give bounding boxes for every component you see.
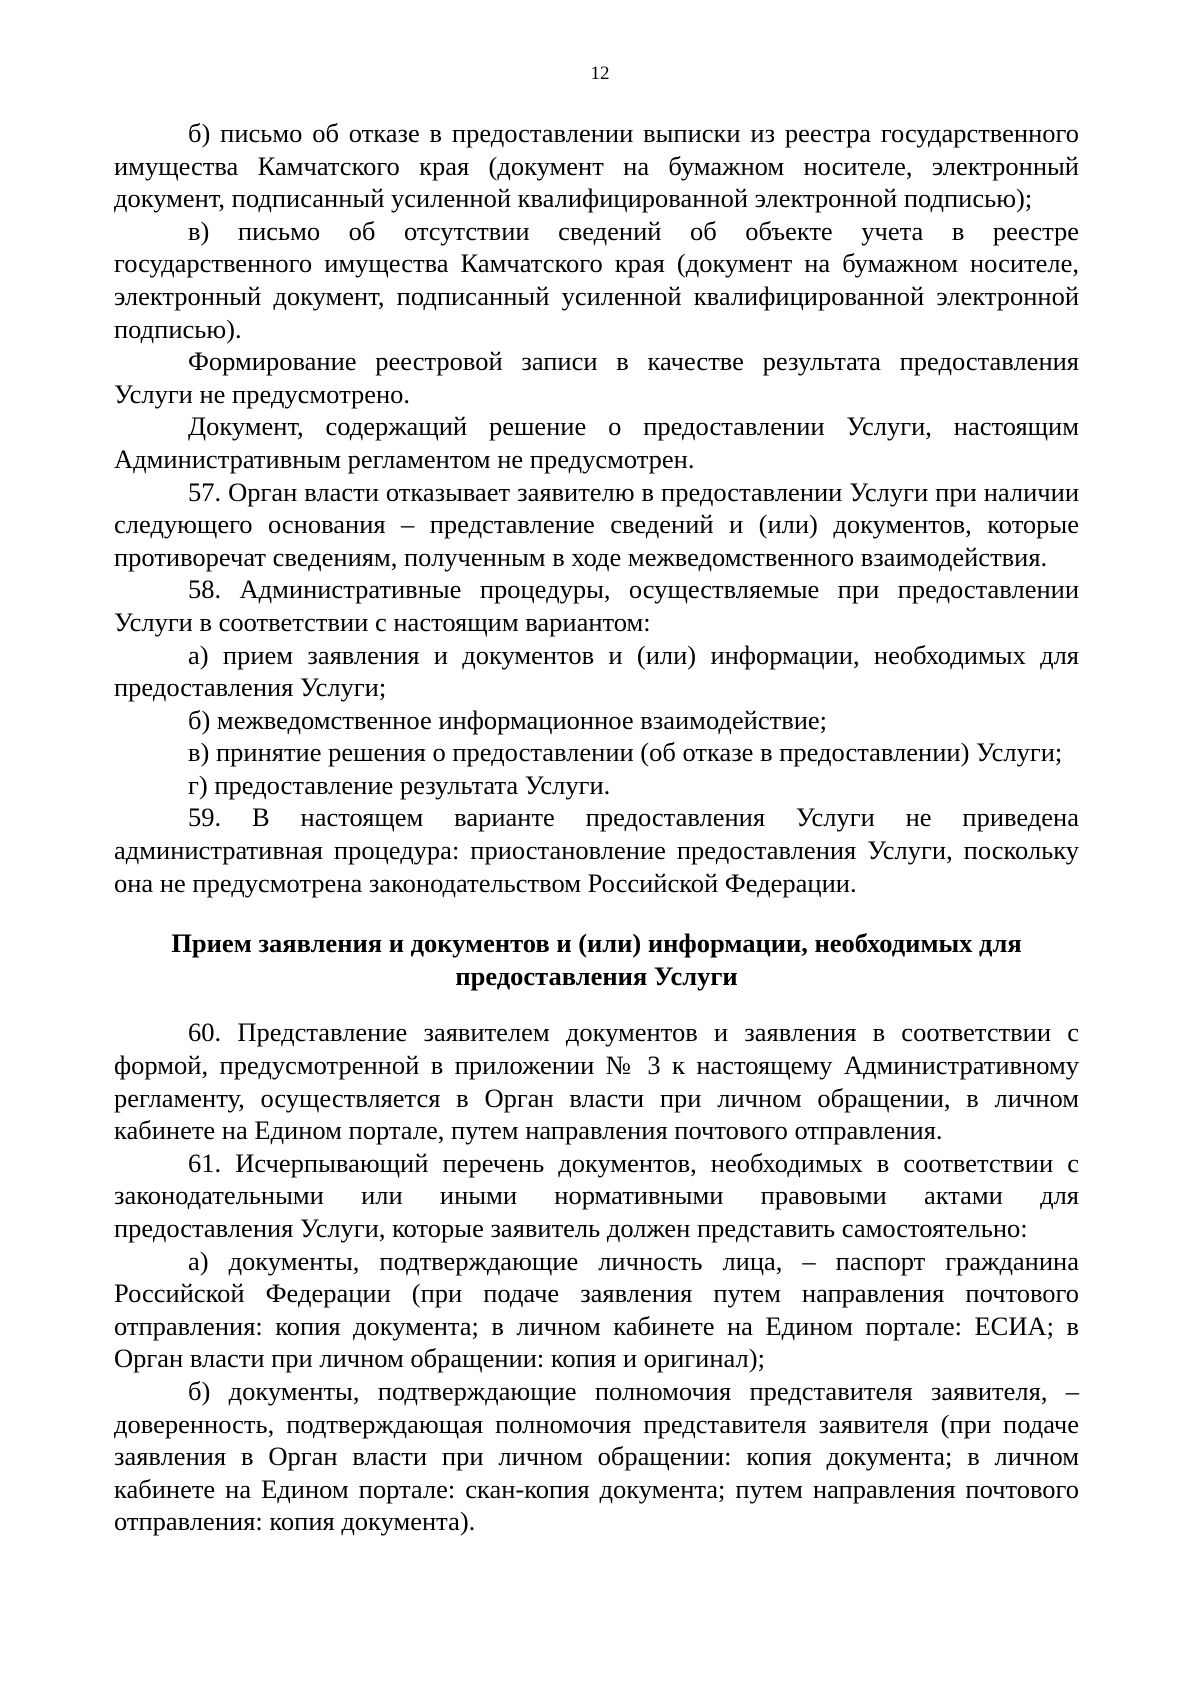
paragraph-57: 57. Орган власти отказывает заявителю в предоставлении Услуги при наличии следующего основания – представление сведений и (или) документов, которые противоречат сведениям, полученным в ходе межведомственного взаимодействия.: [114, 476, 1079, 572]
list-item-61a: а) документы, подтверждающие личность лица, – паспорт гражданина Российской Федерации (при подаче заявления путем направления почтового отправления: копия документа; в личном кабинете на Едином портале: ЕСИА; в Орган власти при личном обращении: копия и оригинал);: [114, 1245, 1079, 1374]
section-heading-line-1: Прием заявления и документов и (или) информации, необходимых для: [171, 928, 1022, 959]
paragraph-v-absence-letter: в) письмо об отсутствии сведений об объекте учета в реестре государственного имущества Камчатского края (документ на бумажном носителе, электронный документ, подписанный усиленной квалифицированной электронной подписью).: [114, 215, 1079, 344]
list-item-61b: б) документы, подтверждающие полномочия представителя заявителя, – доверенность, подтверждающая полномочия представителя заявителя (при подаче заявления в Орган власти при личном обращении: копия документа; в личном кабинете на Едином портале: скан-копия документа; путем направления почтового отправления: копия документа).: [114, 1375, 1079, 1537]
list-item-58v: в) принятие решения о предоставлении (об отказе в предоставлении) Услуги;: [188, 737, 1063, 768]
paragraph-61: 61. Исчерпывающий перечень документов, необходимых в соответствии с законодательными или иными нормативными правовыми актами для предоставления Услуги, которые заявитель должен представить самостоятельно:: [114, 1147, 1079, 1243]
page-number: 12: [590, 63, 610, 84]
section-heading-line-2: предоставления Услуги: [455, 960, 738, 991]
paragraph-60: 60. Представление заявителем документов и заявления в соответствии с формой, предусмотренной в приложении № 3 к настоящему Административному регламенту, осуществляется в Орган власти при личном обращении, в личном кабинете на Едином портале, путем направления почтового отправления.: [114, 1017, 1079, 1146]
list-item-58b: б) межведомственное информационное взаимодействие;: [188, 704, 828, 735]
paragraph-b-refusal-letter: б) письмо об отказе в предоставлении выписки из реестра государственного имущества Камчатского края (документ на бумажном носителе, электронный документ, подписанный усиленной квалифицированной электронной подписью);: [114, 118, 1079, 214]
document-body: [114, 117, 1079, 1538]
list-item-58g: г) предоставление результата Услуги.: [188, 769, 611, 800]
list-item-58a: а) прием заявления и документов и (или) информации, необходимых для предоставления Услуги;: [114, 639, 1079, 703]
paragraph-registry-record: Формирование реестровой записи в качестве результата предоставления Услуги не предусмотрено.: [114, 346, 1079, 409]
paragraph-decision-document: Документ, содержащий решение о предоставлении Услуги, настоящим Административным регламентом не предусмотрен.: [114, 411, 1079, 474]
paragraph-59: 59. В настоящем варианте предоставления Услуги не приведена административная процедура: приостановление предоставления Услуги, поскольку она не предусмотрена законодательством Российской Федерации.: [114, 802, 1079, 898]
paragraph-58: 58. Административные процедуры, осуществляемые при предоставлении Услуги в соответствии с настоящим вариантом:: [114, 574, 1079, 637]
section-heading: [154, 927, 1039, 992]
